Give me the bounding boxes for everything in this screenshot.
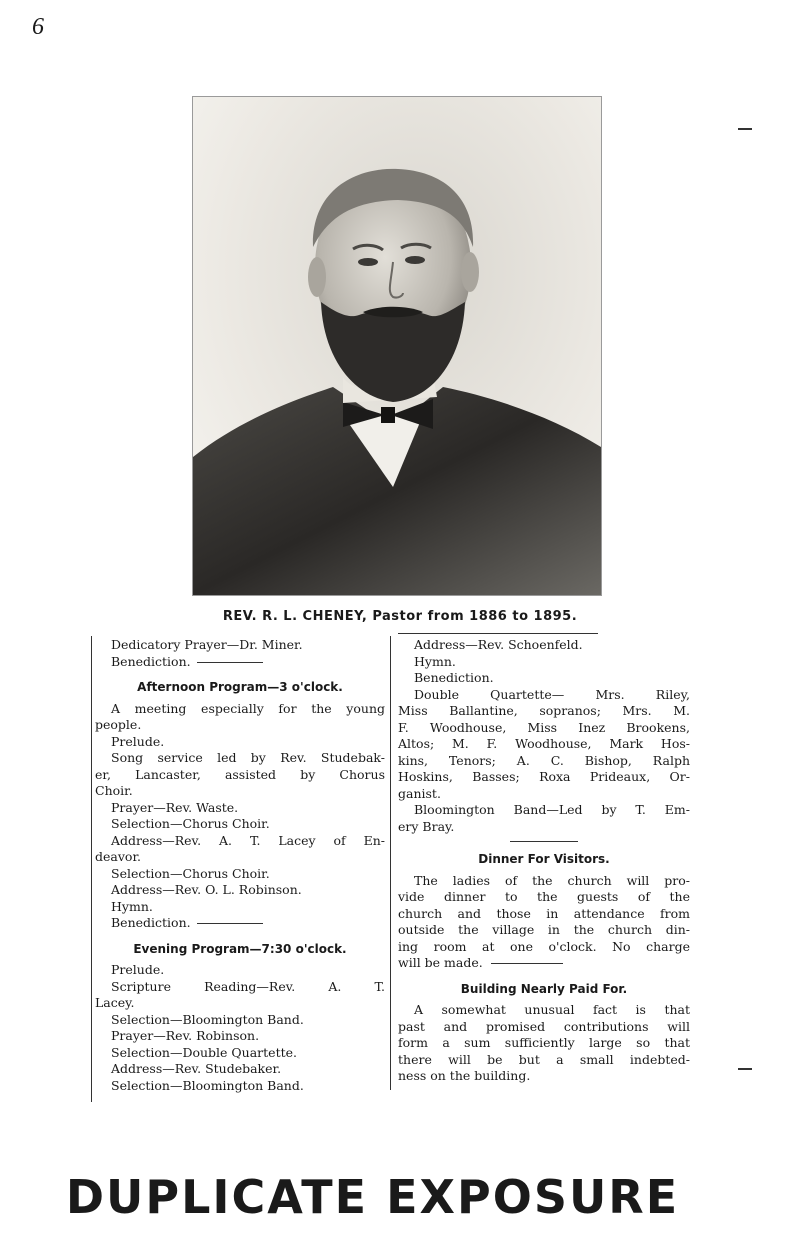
text-line: Lacey. [95,995,135,1010]
text-line: Prayer—Rev. Robinson. [111,1028,260,1043]
text-line: Altos; M. F. Woodhouse, Mark Hos- [398,736,690,751]
text-line: Dedicatory Prayer—Dr. Miner. [111,637,303,652]
section-heading: Afternoon Program—3 o'clock. [137,680,343,694]
margin-dash-mark [738,128,752,130]
column-rule-left [91,636,92,1102]
text-line: ganist. [398,785,441,801]
text-line: F. Woodhouse, Miss Inez Brookens, [398,719,690,735]
column-rule-middle [390,636,391,1090]
text-line: Selection—Chorus Choir. [111,865,270,881]
text-line: past and promised contributions will [398,1018,690,1034]
text-line-content: Benediction. [111,915,191,930]
section-divider [510,841,578,842]
text-line: Address—Rev. O. L. Robinson. [111,882,302,897]
text-line: ery Bray. [398,818,455,834]
top-rule-right [398,633,598,634]
text-line [398,955,690,972]
photo-caption: REV. R. L. CHENEY, Pastor from 1886 to 1895. [222,609,578,624]
text-line: ing room at one o'clock. No charge [398,938,690,954]
text-line: Hoskins, Basses; Roxa Prideaux, Or- [398,769,690,784]
section-divider [197,662,263,663]
text-line: Address—Rev. A. T. Lacey of En- [111,832,385,848]
text-line: A meeting especially for the young [111,700,385,716]
text-line [95,915,385,932]
text-line: Bloomington Band—Led by T. Em- [414,802,690,817]
text-line: Selection—Chorus Choir. [111,816,270,831]
text-line: Address—Rev. Schoenfeld. [414,637,583,652]
text-line: A somewhat unusual fact is that [414,1002,690,1017]
text-line-content: will be made. [398,955,483,970]
text-line: Miss Ballantine, sopranos; Mrs. M. [398,703,690,718]
text-line: form a sum sufficiently large so that [398,1035,690,1050]
text-line: Address—Rev. Studebaker. [111,1061,282,1076]
text-line: Selection—Bloomington Band. [111,1077,304,1093]
left-column [95,637,385,1094]
text-line: Prelude. [111,733,165,749]
text-line: kins, Tenors; A. C. Bishop, Ralph [398,752,690,768]
section-divider [491,963,563,964]
portrait-illustration [193,97,601,595]
text-line: Hymn. [111,898,153,914]
text-line: Scripture Reading—Rev. A. T. [111,978,385,994]
text-line: Choir. [95,783,133,798]
text-line: er, Lancaster, assisted by Chorus [95,766,385,782]
text-line: Song service led by Rev. Studebak- [111,750,385,765]
section-heading: Building Nearly Paid For. [460,981,628,996]
text-line: Prelude. [111,962,165,977]
text-line: ness on the building. [398,1068,531,1083]
text-line: Double Quartette— Mrs. Riley, [414,686,690,702]
text-line: Selection—Double Quartette. [111,1044,297,1060]
text-line: Selection—Bloomington Band. [111,1011,304,1027]
text-line: there will be but a small indebted- [398,1051,690,1067]
page-number: 6 [32,14,44,40]
portrait-photo [192,96,602,596]
text-line: people. [95,717,142,732]
section-heading: Dinner For Visitors. [478,852,610,866]
margin-dash-mark [738,1068,752,1070]
text-line: outside the village in the church din- [398,922,690,937]
text-line [95,654,385,671]
text-line-content: Benediction. [111,653,191,669]
duplicate-exposure-banner: DUPLICATE EXPOSURE [65,1170,680,1224]
text-line: deavor. [95,849,142,864]
text-line: church and those in attendance from [398,905,690,921]
right-column [398,637,690,1085]
section-divider [197,923,263,924]
section-heading: Evening Program—7:30 o'clock. [133,941,347,956]
text-line: vide dinner to the guests of the [398,889,690,904]
text-line: Benediction. [414,670,494,685]
text-line: Prayer—Rev. Waste. [111,799,239,815]
text-line: The ladies of the church will pro- [414,872,690,888]
text-line: Hymn. [414,653,456,669]
